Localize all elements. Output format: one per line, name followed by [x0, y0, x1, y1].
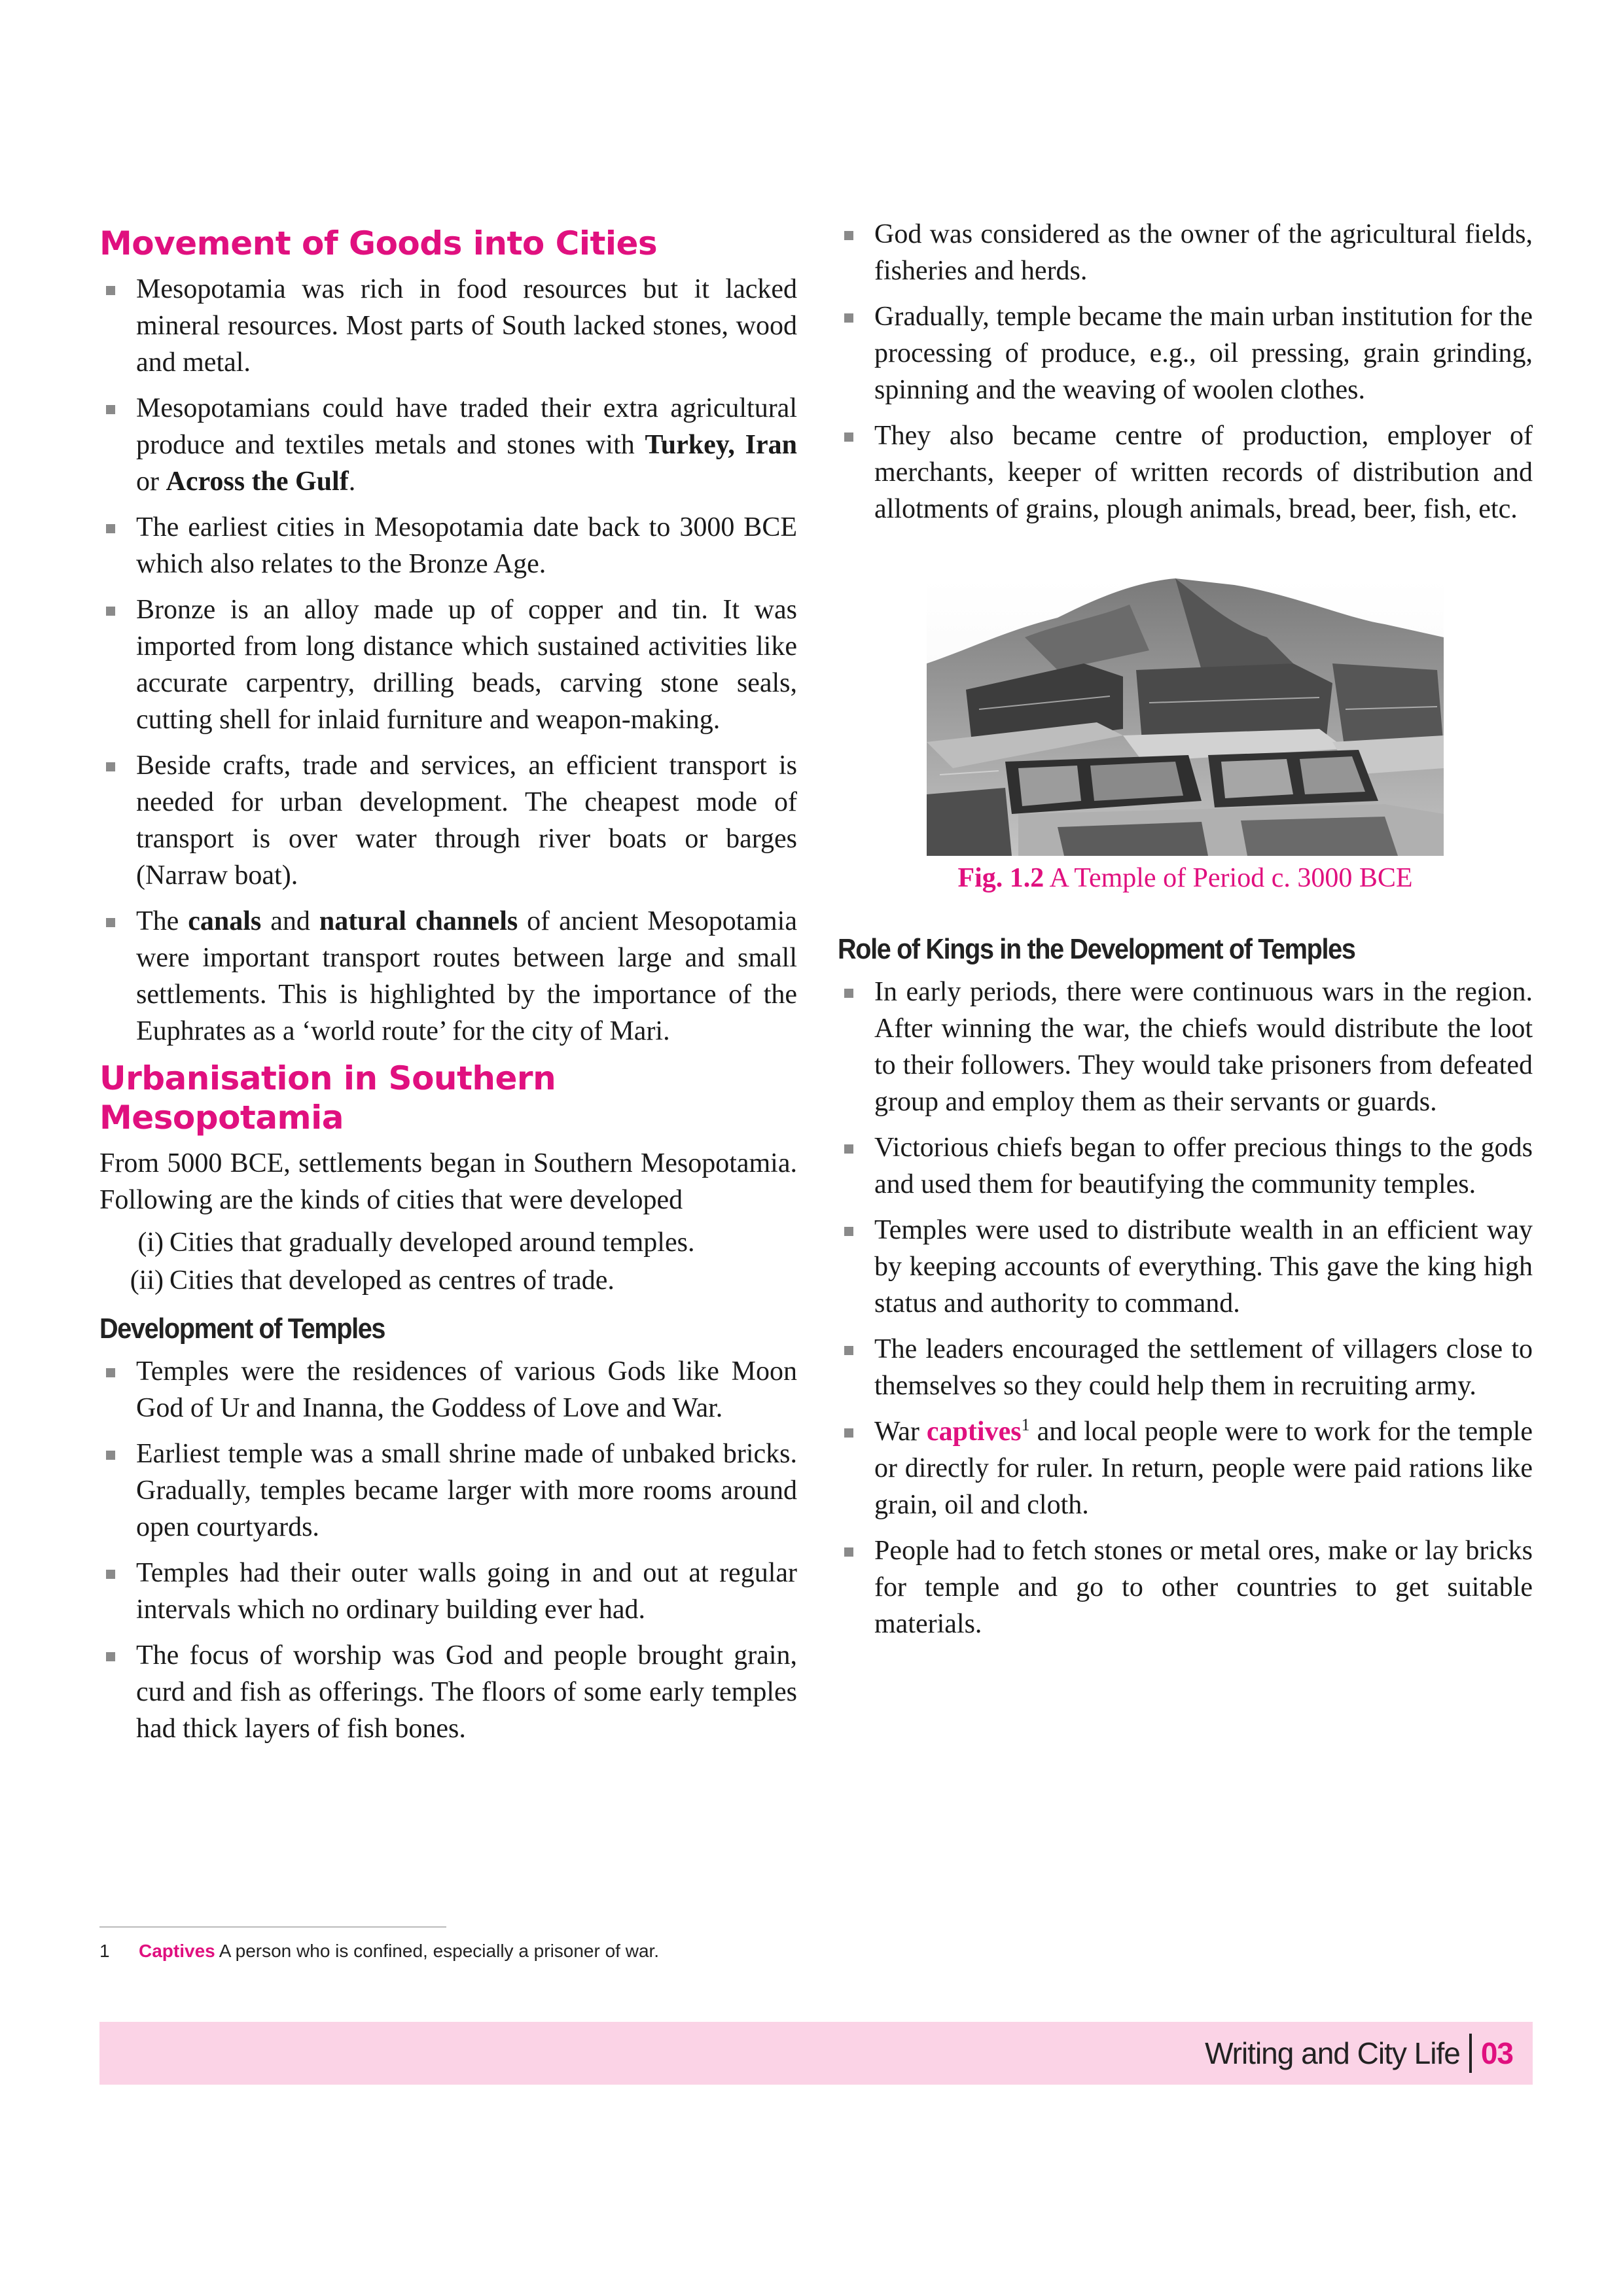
list-item: Mesopotamia was rich in food resources but it lacked mineral resources. Most parts of South lacked stones, wood and metal. [99, 271, 797, 381]
page-number: 03 [1480, 2036, 1513, 2070]
list-item: Earliest temple was a small shrine made of unbaked bricks. Gradually, temples became larger with more rooms around open courtyards. [99, 1436, 797, 1545]
list-item: They also became centre of production, employer of merchants, keeper of written records of distribution and allotments of grains, plough animals, bread, beer, fish, etc. [838, 417, 1533, 527]
item-text: Mesopotamians could have traded their extra agricultural produce and textiles metals and stones with [136, 393, 797, 460]
item-text: The [136, 906, 188, 936]
list-item: Temples had their outer walls going in and out at regular intervals which no ordinary building ever had. [99, 1555, 797, 1628]
running-footer [1205, 2031, 1513, 2075]
list-item: Victorious chiefs began to offer precious things to the gods and used them for beautifying the community temples. [838, 1129, 1533, 1203]
list-item: Gradually, temple became the main urban institution for the processing of produce, e.g., oil pressing, grain grinding, spinning and the weaving of woolen clothes. [838, 298, 1533, 408]
roman-list [99, 1224, 797, 1299]
bold-term: Turkey, Iran [645, 430, 797, 460]
list-item: Temples were the residences of various Gods like Moon God of Ur and Inanna, the Goddess of Love and War. [99, 1353, 797, 1426]
item-text: Cities that gradually developed around temples. [169, 1227, 695, 1258]
intro-paragraph: From 5000 BCE, settlements began in Southern Mesopotamia. Following are the kinds of cities that were developed [99, 1148, 797, 1215]
list-item [99, 903, 797, 1050]
list-item: The focus of worship was God and people brought grain, curd and fish as offerings. The floors of some early temples had thick layers of fish bones. [99, 1637, 797, 1747]
bold-term: Across the Gulf [166, 467, 349, 497]
section-heading-urbanisation: Urbanisation in Southern Mesopotamia [99, 1059, 556, 1137]
subheading-role-of-kings: Role of Kings in the Development of Temples [838, 933, 1355, 965]
list-item [99, 1262, 797, 1299]
list-item: Bronze is an alloy made up of copper and tin. It was imported from long distance which sustained activities like accurate carpentry, drilling beads, carving stone seals, cutting shell for inlaid furniture and weapon-making. [99, 592, 797, 738]
left-column [99, 216, 797, 1756]
bullet-list-movement [99, 271, 797, 1050]
list-item: In early periods, there were continuous wars in the region. After winning the war, the chiefs would distribute the loot to their followers. They would take prisoners from defeated group and employ them as their servants or guards. [838, 974, 1533, 1120]
list-item [99, 1224, 797, 1262]
figure-label: Fig. 1.2 [957, 863, 1044, 893]
item-text: of ancient Mesopotamia were important transport routes between large and small settlements. This is highlighted by the importance of the Euphrates as a ‘world route’ for the city of Mari. [136, 906, 797, 1046]
bullet-list-temple-roles [838, 216, 1533, 527]
footnote [99, 1941, 659, 1962]
list-item: The earliest cities in Mesopotamia date back to 3000 BCE which also relates to the Bronze Age. [99, 509, 797, 582]
footnote-divider [99, 1926, 446, 1928]
figure-temple [838, 578, 1533, 894]
footer-divider [1469, 2034, 1472, 2073]
temple-ruins-photo [927, 578, 1444, 856]
list-number: (i) [137, 1227, 164, 1258]
footnote-number: 1 [99, 1941, 110, 1961]
list-item [838, 1413, 1533, 1523]
footer-band [99, 2022, 1533, 2085]
figure-caption-text: A Temple of Period c. 3000 BCE [1044, 863, 1413, 893]
figure-caption [838, 862, 1533, 894]
bold-term: natural channels [319, 906, 518, 936]
footnote-marker: 1 [1021, 1415, 1030, 1434]
glossary-term-captives: captives [926, 1417, 1022, 1447]
item-text: Cities that developed as centres of trade. [169, 1265, 615, 1296]
item-text: War [874, 1417, 927, 1447]
list-item: Beside crafts, trade and services, an efficient transport is needed for urban development. The cheapest mode of transport is over water through river boats or barges (Narraw boat). [99, 747, 797, 894]
list-item: God was considered as the owner of the agricultural fields, fisheries and herds. [838, 216, 1533, 289]
item-text: and [261, 906, 319, 936]
section-heading-movement-of-goods: Movement of Goods into Cities [99, 224, 658, 262]
footnote-term: Captives [139, 1941, 215, 1961]
bold-term: canals [188, 906, 262, 936]
list-item: People had to fetch stones or metal ores, make or lay bricks for temple and go to other countries to get suitable materials. [838, 1532, 1533, 1642]
footnote-text: A person who is confined, especially a prisoner of war. [219, 1941, 660, 1961]
list-item: Temples were used to distribute wealth in an efficient way by keeping accounts of everything. This gave the king high status and authority to command. [838, 1212, 1533, 1322]
list-item [99, 390, 797, 500]
item-text: or [136, 467, 166, 497]
bullet-list-temples [99, 1353, 797, 1747]
chapter-title: Writing and City Life [1205, 2036, 1460, 2070]
item-text: and local people were to work for the temple or directly for ruler. In return, people were paid rations like grain, oil and cloth. [874, 1417, 1533, 1520]
item-text: . [348, 467, 356, 497]
right-column [838, 216, 1533, 1651]
list-number: (ii) [130, 1265, 164, 1296]
bullet-list-kings [838, 974, 1533, 1642]
subheading-development-of-temples: Development of Temples [99, 1313, 385, 1345]
list-item: The leaders encouraged the settlement of villagers close to themselves so they could help them in recruiting army. [838, 1331, 1533, 1404]
